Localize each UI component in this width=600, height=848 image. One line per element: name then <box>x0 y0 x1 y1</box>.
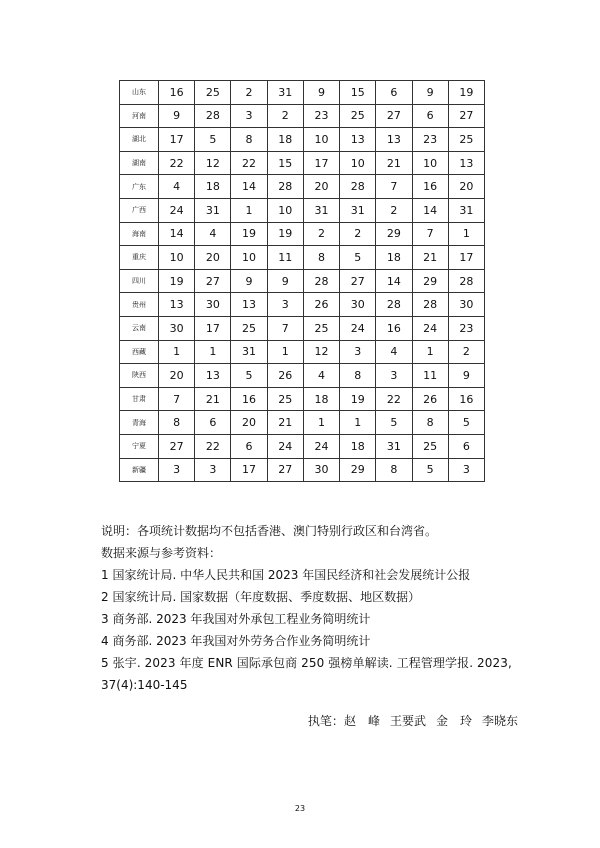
rank-cell: 28 <box>340 175 376 199</box>
table-row <box>120 340 485 364</box>
province-cell: 广东 <box>120 175 159 199</box>
reference-3: 3 商务部. 2023 年我国对外承包工程业务简明统计 <box>101 612 371 626</box>
rank-cell: 30 <box>159 316 195 340</box>
rank-cell: 6 <box>231 434 267 458</box>
reference-2: 2 国家统计局. 国家数据（年度数据、季度数据、地区数据） <box>101 590 421 604</box>
rank-cell: 18 <box>376 246 412 270</box>
table-row <box>120 387 485 411</box>
province-cell: 新疆 <box>120 458 159 482</box>
rank-cell: 27 <box>340 269 376 293</box>
rank-cell: 4 <box>376 340 412 364</box>
authors-line <box>308 712 518 729</box>
rank-cell: 1 <box>195 340 231 364</box>
rank-cell: 5 <box>195 128 231 152</box>
rank-cell: 19 <box>267 222 303 246</box>
rank-cell: 2 <box>448 340 484 364</box>
rank-cell: 18 <box>267 128 303 152</box>
rank-cell: 8 <box>231 128 267 152</box>
rank-cell: 21 <box>195 387 231 411</box>
table-row <box>120 81 485 105</box>
table-row <box>120 316 485 340</box>
rank-cell: 16 <box>448 387 484 411</box>
province-cell: 西藏 <box>120 340 159 364</box>
rank-cell: 3 <box>267 293 303 317</box>
rank-cell: 30 <box>448 293 484 317</box>
rank-cell: 2 <box>376 198 412 222</box>
rank-cell: 15 <box>267 151 303 175</box>
rank-cell: 26 <box>412 387 448 411</box>
rank-cell: 25 <box>412 434 448 458</box>
rank-cell: 31 <box>376 434 412 458</box>
rank-cell: 29 <box>340 458 376 482</box>
rank-cell: 9 <box>267 269 303 293</box>
province-cell: 四川 <box>120 269 159 293</box>
province-cell: 重庆 <box>120 246 159 270</box>
rank-cell: 6 <box>448 434 484 458</box>
author-name: 李晓东 <box>481 714 518 728</box>
rank-cell: 27 <box>159 434 195 458</box>
province-cell: 甘肃 <box>120 387 159 411</box>
authors-label: 执笔： <box>307 714 344 728</box>
province-cell: 湖南 <box>120 151 159 175</box>
table-row <box>120 222 485 246</box>
rank-cell: 21 <box>267 411 303 435</box>
rank-cell: 23 <box>412 128 448 152</box>
rank-cell: 18 <box>195 175 231 199</box>
rank-cell: 30 <box>195 293 231 317</box>
notes-section <box>101 520 521 696</box>
reference-4: 4 商务部. 2023 年我国对外劳务合作业务简明统计 <box>101 634 371 648</box>
rank-cell: 3 <box>195 458 231 482</box>
table-row <box>120 458 485 482</box>
rank-cell: 5 <box>412 458 448 482</box>
rank-cell: 21 <box>412 246 448 270</box>
rank-cell: 25 <box>448 128 484 152</box>
rank-cell: 29 <box>412 269 448 293</box>
rank-cell: 22 <box>159 151 195 175</box>
rank-cell: 1 <box>448 222 484 246</box>
rank-cell: 23 <box>303 104 339 128</box>
province-cell: 海南 <box>120 222 159 246</box>
rank-cell: 3 <box>448 458 484 482</box>
rank-cell: 16 <box>376 316 412 340</box>
rank-cell: 24 <box>267 434 303 458</box>
page-number: 23 <box>294 804 306 813</box>
province-cell: 湖北 <box>120 128 159 152</box>
table-row <box>120 198 485 222</box>
rank-cell: 26 <box>303 293 339 317</box>
rank-cell: 9 <box>303 81 339 105</box>
rank-cell: 13 <box>195 364 231 388</box>
rank-cell: 17 <box>231 458 267 482</box>
rank-cell: 30 <box>303 458 339 482</box>
rank-cell: 25 <box>231 316 267 340</box>
rank-cell: 19 <box>448 81 484 105</box>
province-cell: 贵州 <box>120 293 159 317</box>
table-body <box>120 81 485 482</box>
rank-cell: 10 <box>267 198 303 222</box>
rank-cell: 14 <box>376 269 412 293</box>
rank-cell: 6 <box>376 81 412 105</box>
rank-cell: 14 <box>159 222 195 246</box>
rank-cell: 8 <box>303 246 339 270</box>
rank-cell: 28 <box>448 269 484 293</box>
rank-cell: 1 <box>412 340 448 364</box>
rank-cell: 25 <box>340 104 376 128</box>
rank-cell: 13 <box>340 128 376 152</box>
rank-cell: 22 <box>195 434 231 458</box>
table-row <box>120 151 485 175</box>
rank-cell: 3 <box>231 104 267 128</box>
rank-cell: 21 <box>376 151 412 175</box>
author-name: 王要武 <box>389 714 426 728</box>
rank-cell: 17 <box>195 316 231 340</box>
rank-cell: 31 <box>267 81 303 105</box>
rank-cell: 28 <box>267 175 303 199</box>
rank-cell: 31 <box>231 340 267 364</box>
rank-cell: 11 <box>267 246 303 270</box>
table-row <box>120 411 485 435</box>
rank-cell: 20 <box>159 364 195 388</box>
rank-cell: 14 <box>231 175 267 199</box>
rank-cell: 16 <box>159 81 195 105</box>
rank-cell: 27 <box>267 458 303 482</box>
rank-cell: 2 <box>267 104 303 128</box>
rank-cell: 7 <box>412 222 448 246</box>
rank-cell: 24 <box>340 316 376 340</box>
rank-cell: 9 <box>159 104 195 128</box>
rank-cell: 10 <box>231 246 267 270</box>
rank-cell: 5 <box>231 364 267 388</box>
rank-cell: 15 <box>340 81 376 105</box>
rank-cell: 28 <box>303 269 339 293</box>
rank-cell: 11 <box>412 364 448 388</box>
rank-cell: 7 <box>267 316 303 340</box>
rank-cell: 9 <box>231 269 267 293</box>
rank-cell: 8 <box>340 364 376 388</box>
rank-cell: 10 <box>159 246 195 270</box>
rank-cell: 17 <box>448 246 484 270</box>
rank-cell: 1 <box>303 411 339 435</box>
rank-cell: 25 <box>267 387 303 411</box>
table-row <box>120 246 485 270</box>
rank-cell: 20 <box>231 411 267 435</box>
rank-cell: 27 <box>195 269 231 293</box>
rank-cell: 16 <box>412 175 448 199</box>
rank-cell: 5 <box>376 411 412 435</box>
rank-cell: 12 <box>195 151 231 175</box>
rank-cell: 16 <box>231 387 267 411</box>
rank-cell: 24 <box>303 434 339 458</box>
rank-cell: 3 <box>376 364 412 388</box>
table-row <box>120 293 485 317</box>
rank-cell: 10 <box>412 151 448 175</box>
rank-cell: 25 <box>195 81 231 105</box>
rank-cell: 31 <box>448 198 484 222</box>
rank-cell: 5 <box>448 411 484 435</box>
rank-cell: 24 <box>412 316 448 340</box>
rank-cell: 13 <box>231 293 267 317</box>
rank-cell: 28 <box>412 293 448 317</box>
rank-cell: 23 <box>448 316 484 340</box>
sources-heading: 数据来源与参考资料： <box>101 546 222 560</box>
rank-cell: 2 <box>303 222 339 246</box>
province-cell: 陕西 <box>120 364 159 388</box>
rank-cell: 5 <box>340 246 376 270</box>
province-cell: 宁夏 <box>120 434 159 458</box>
rank-cell: 17 <box>303 151 339 175</box>
table-row <box>120 104 485 128</box>
rank-cell: 30 <box>340 293 376 317</box>
table-row <box>120 364 485 388</box>
rank-cell: 19 <box>340 387 376 411</box>
rank-cell: 4 <box>303 364 339 388</box>
rank-cell: 2 <box>231 81 267 105</box>
rank-cell: 27 <box>376 104 412 128</box>
rank-cell: 31 <box>303 198 339 222</box>
province-cell: 云南 <box>120 316 159 340</box>
author-name: 金 玲 <box>435 714 472 728</box>
province-cell: 河南 <box>120 104 159 128</box>
rank-cell: 7 <box>159 387 195 411</box>
rank-cell: 4 <box>195 222 231 246</box>
province-cell: 山东 <box>120 81 159 105</box>
rank-cell: 24 <box>159 198 195 222</box>
rank-cell: 22 <box>231 151 267 175</box>
rank-cell: 13 <box>159 293 195 317</box>
note-text: 说明：各项统计数据均不包括香港、澳门特别行政区和台湾省。 <box>101 524 438 538</box>
table-row <box>120 128 485 152</box>
province-cell: 广西 <box>120 198 159 222</box>
rank-cell: 6 <box>195 411 231 435</box>
rank-cell: 13 <box>448 151 484 175</box>
reference-5: 5 张宇. 2023 年度 ENR 国际承包商 250 强榜单解读. 工程管理学报. 2023, <box>101 656 512 670</box>
rank-cell: 31 <box>195 198 231 222</box>
rank-cell: 18 <box>303 387 339 411</box>
rank-cell: 8 <box>159 411 195 435</box>
rank-cell: 13 <box>376 128 412 152</box>
rank-cell: 20 <box>195 246 231 270</box>
table-row <box>120 269 485 293</box>
rank-cell: 9 <box>412 81 448 105</box>
rank-cell: 3 <box>159 458 195 482</box>
author-name: 赵 峰 <box>343 714 380 728</box>
rank-cell: 1 <box>159 340 195 364</box>
reference-1: 1 国家统计局. 中华人民共和国 2023 年国民经济和社会发展统计公报 <box>101 568 471 582</box>
rank-cell: 1 <box>231 198 267 222</box>
rank-cell: 8 <box>412 411 448 435</box>
rank-cell: 8 <box>376 458 412 482</box>
rank-cell: 28 <box>376 293 412 317</box>
rank-cell: 29 <box>376 222 412 246</box>
table-row <box>120 175 485 199</box>
rank-cell: 10 <box>303 128 339 152</box>
rank-cell: 19 <box>231 222 267 246</box>
rank-cell: 1 <box>340 411 376 435</box>
rank-cell: 25 <box>303 316 339 340</box>
rank-cell: 18 <box>340 434 376 458</box>
rank-cell: 1 <box>267 340 303 364</box>
rank-cell: 27 <box>448 104 484 128</box>
rank-cell: 20 <box>303 175 339 199</box>
rank-cell: 7 <box>376 175 412 199</box>
rank-cell: 2 <box>340 222 376 246</box>
rank-cell: 12 <box>303 340 339 364</box>
table-row <box>120 434 485 458</box>
reference-5-continued: 37(4):140-145 <box>101 678 188 692</box>
province-cell: 青海 <box>120 411 159 435</box>
rank-cell: 17 <box>159 128 195 152</box>
rank-cell: 31 <box>340 198 376 222</box>
rank-cell: 19 <box>159 269 195 293</box>
rank-cell: 9 <box>448 364 484 388</box>
rank-cell: 3 <box>340 340 376 364</box>
rank-cell: 4 <box>159 175 195 199</box>
province-ranking-table <box>119 80 485 482</box>
rank-cell: 14 <box>412 198 448 222</box>
rank-cell: 22 <box>376 387 412 411</box>
rank-cell: 20 <box>448 175 484 199</box>
rank-cell: 28 <box>195 104 231 128</box>
rank-cell: 26 <box>267 364 303 388</box>
rank-cell: 6 <box>412 104 448 128</box>
rank-cell: 10 <box>340 151 376 175</box>
